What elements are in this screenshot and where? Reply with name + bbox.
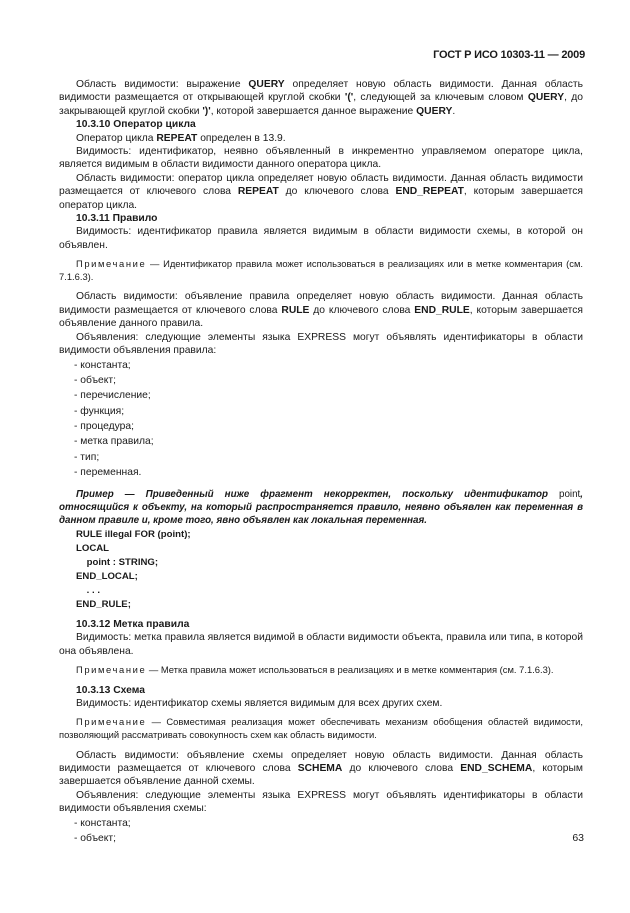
rule-note: Примечание — Идентификатор правила может использоваться в реализациях или в метке комментария (см. 7.1.6.3). bbox=[59, 258, 583, 282]
list-item: - метка правила; bbox=[74, 436, 154, 448]
rule-declarations: Объявления: следующие элементы языка EXPRESS могут объявлять идентификаторы в области видимости объявления правила: bbox=[59, 331, 583, 357]
section-heading-10-3-10: 10.3.10 Оператор цикла bbox=[76, 119, 196, 131]
repeat-definition: Оператор цикла REPEAT определен в 13.9. bbox=[76, 132, 286, 144]
schema-scope: Область видимости: объявление схемы определяет новую область видимости. Данная область видимости размещается от ключевого слова SCHEMA до ключевого слова END_SCHEMA, которым завершается объявление данной схемы. bbox=[59, 749, 583, 788]
code-line: END_RULE; bbox=[76, 598, 131, 610]
page-body bbox=[59, 78, 583, 846]
list-item: - функция; bbox=[74, 405, 125, 417]
rule-example: Пример — Приведенный ниже фрагмент некорректен, поскольку идентификатор point, относящийся к объекту, на который распространяется правило, неявно объявлен как переменная в данном правиле и, кроме того, явно объявлен как локальная переменная. bbox=[59, 488, 583, 527]
section-heading-10-3-13: 10.3.13 Схема bbox=[76, 684, 145, 696]
page-number: 63 bbox=[572, 832, 584, 844]
schema-declarations: Объявления: следующие элементы языка EXPRESS могут объявлять идентификаторы в области видимости объявления схемы: bbox=[59, 789, 583, 815]
code-line: . . . bbox=[76, 584, 100, 596]
code-line: RULE illegal FOR (point); bbox=[76, 528, 191, 540]
code-block bbox=[76, 528, 583, 612]
rule-visibility: Видимость: идентификатор правила является видимым в области видимости схемы, в которой он объявлен. bbox=[59, 226, 583, 251]
code-line: END_LOCAL; bbox=[76, 570, 138, 582]
repeat-visibility: Видимость: идентификатор, неявно объявленный в инкрементно управляемом операторе цикла, является видимым в области видимости данного оператора цикла. bbox=[59, 146, 583, 171]
schema-visibility: Видимость: идентификатор схемы является видимым для всех других схем. bbox=[76, 698, 443, 710]
query-scope-paragraph: Область видимости: выражение QUERY определяет новую область видимости. Данная область видимости размещается от открывающей круглой скобки '(', следующей за ключевым словом QUERY, до закрывающей круглой скобки ')', которой завершается данное выражение QUERY. bbox=[59, 79, 583, 117]
rule-declaration-list bbox=[74, 358, 583, 481]
list-item: - переменная. bbox=[74, 467, 142, 479]
list-item: - перечисление; bbox=[74, 390, 151, 402]
list-item: - константа; bbox=[74, 817, 131, 829]
schema-note: Примечание — Совместимая реализация может обеспечивать механизм обобщения областей видимости, позволяющий рассматривать совокупность схем как область видимости. bbox=[59, 716, 583, 741]
rule-label-note: Примечание — Метка правила может использоваться в реализациях и в метке комментария (см. 7.1.6.3). bbox=[76, 664, 554, 676]
code-line: point : STRING; bbox=[76, 556, 159, 568]
schema-declaration-list bbox=[74, 816, 583, 847]
list-item: - константа; bbox=[74, 359, 131, 371]
list-item: - объект; bbox=[74, 374, 116, 386]
repeat-scope: Область видимости: оператор цикла определяет новую область видимости. Данная область видимости размещается от ключевого слова REPEAT до ключевого слова END_REPEAT, которым завершается оператор цикла. bbox=[59, 172, 583, 211]
list-item: - объект; bbox=[74, 833, 116, 845]
section-heading-10-3-11: 10.3.11 Правило bbox=[76, 213, 158, 225]
list-item: - процедура; bbox=[74, 421, 134, 433]
code-line: LOCAL bbox=[76, 542, 110, 554]
section-heading-10-3-12: 10.3.12 Метка правила bbox=[76, 618, 190, 630]
rule-scope: Область видимости: объявление правила определяет новую область видимости. Данная область видимости размещается от ключевого слова RULE до ключевого слова END_RULE, которым завершается объявление данного правила. bbox=[59, 291, 583, 330]
rule-label-visibility: Видимость: метка правила является видимой в области видимости объекта, правила или типа, в которой она объявлена. bbox=[59, 632, 583, 657]
document-header: ГОСТ Р ИСО 10303-11 — 2009 bbox=[433, 49, 585, 61]
list-item: - тип; bbox=[74, 451, 100, 463]
